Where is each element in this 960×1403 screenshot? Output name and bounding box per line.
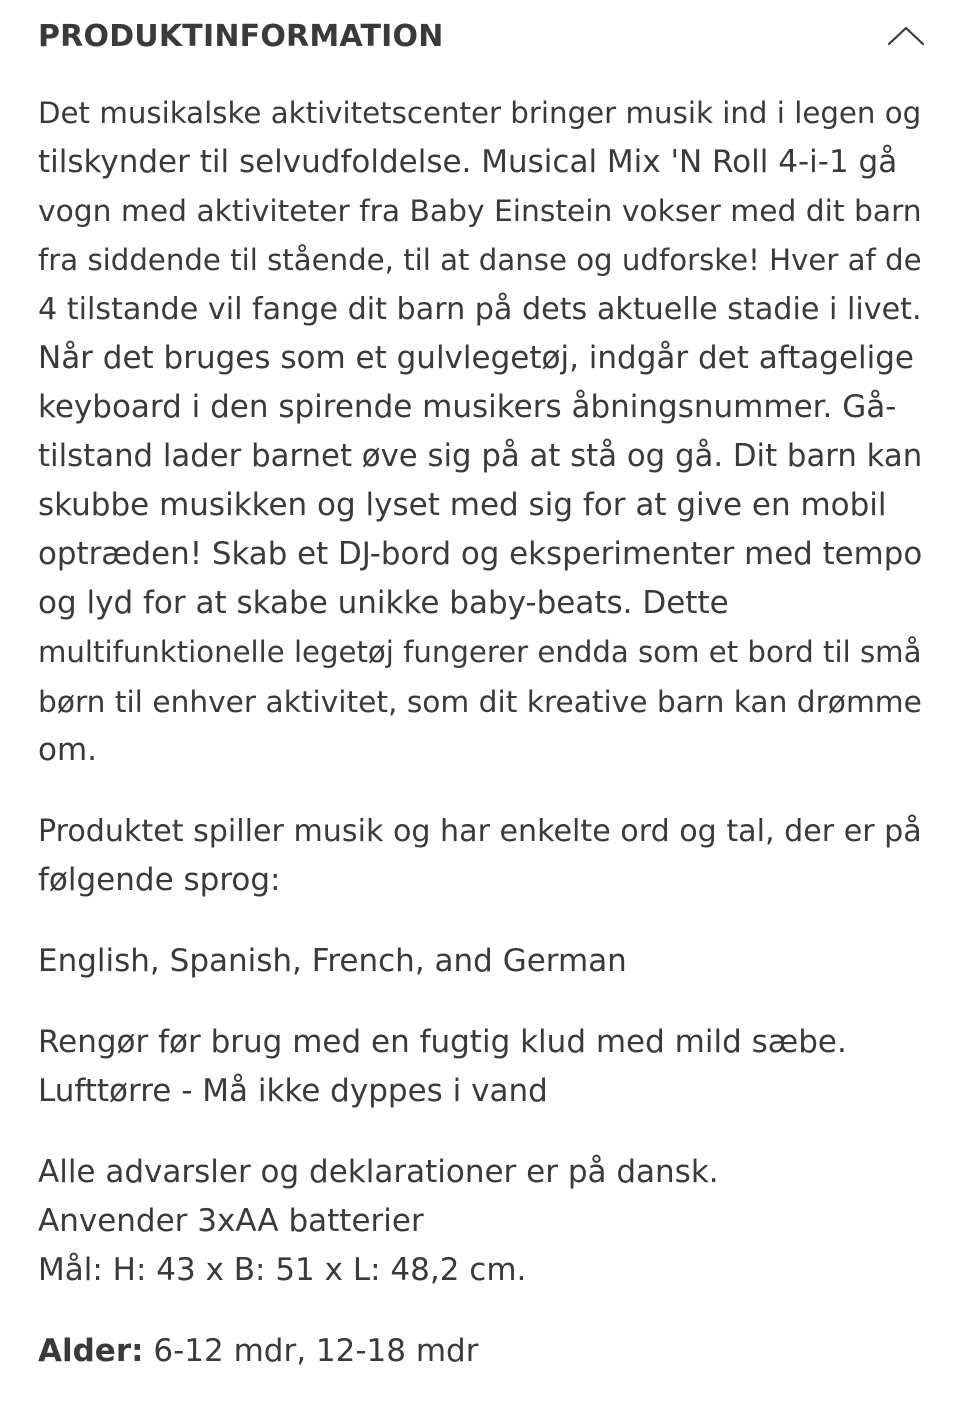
languages-text: English, Spanish, French, and German bbox=[38, 943, 627, 979]
product-information-content bbox=[38, 89, 922, 1376]
care-line: Rengør før brug med en fugtig klud med mild sæbe. bbox=[38, 1024, 847, 1060]
languages-list bbox=[38, 937, 922, 986]
description-line: keyboard i den spirende musikers åbningsnummer. Gå- bbox=[38, 389, 897, 425]
description-line: tilstand lader barnet øve sig på at stå og gå. Dit barn kan bbox=[38, 438, 923, 474]
product-description bbox=[38, 89, 922, 775]
description-line: 4 tilstande vil fange dit barn på dets aktuelle stadie i livet. bbox=[38, 292, 922, 327]
spec-line: Anvender 3xAA batterier bbox=[38, 1203, 424, 1239]
age-value: 6-12 mdr, 12-18 mdr bbox=[153, 1333, 479, 1369]
age-line bbox=[38, 1327, 922, 1376]
description-line: vogn med aktiviteter fra Baby Einstein vokser med dit barn bbox=[38, 194, 922, 229]
age-label: Alder: bbox=[38, 1333, 144, 1369]
description-line: optræden! Skab et DJ-bord og eksperimenter med tempo bbox=[38, 536, 923, 572]
language-note-line: følgende sprog: bbox=[38, 862, 281, 898]
section-title: PRODUKTINFORMATION bbox=[38, 18, 444, 54]
product-information-header[interactable] bbox=[38, 0, 922, 72]
description-line: Når det bruges som et gulvlegetøj, indgår det aftagelige bbox=[38, 340, 914, 376]
description-line: fra siddende til stående, til at danse og udforske! Hver af de bbox=[38, 243, 922, 277]
description-line: multifunktionelle legetøj fungerer endda som et bord til små bbox=[38, 635, 922, 669]
description-line: Det musikalske aktivitetscenter bringer musik ind i legen og bbox=[38, 96, 922, 130]
description-line: om. bbox=[38, 732, 98, 768]
language-note bbox=[38, 807, 922, 905]
age-row bbox=[38, 1327, 922, 1376]
description-line: og lyd for at skabe unikke baby-beats. Dette bbox=[38, 585, 729, 621]
spec-line: Mål: H: 43 x B: 51 x L: 48,2 cm. bbox=[38, 1252, 527, 1288]
description-line: børn til enhver aktivitet, som dit kreative barn kan drømme bbox=[38, 684, 922, 719]
language-note-line: Produktet spiller musik og har enkelte ord og tal, der er på bbox=[38, 814, 922, 849]
specifications bbox=[38, 1148, 922, 1295]
spec-line: Alle advarsler og deklarationer er på dansk. bbox=[38, 1154, 719, 1190]
description-line: skubbe musikken og lyset med sig for at give en mobil bbox=[38, 487, 887, 523]
description-line: tilskynder til selvudfoldelse. Musical Mix 'N Roll 4-i-1 gå bbox=[38, 144, 898, 180]
chevron-up-icon[interactable] bbox=[886, 16, 926, 56]
care-line: Lufttørre - Må ikke dyppes i vand bbox=[38, 1073, 548, 1109]
care-instructions bbox=[38, 1018, 922, 1116]
